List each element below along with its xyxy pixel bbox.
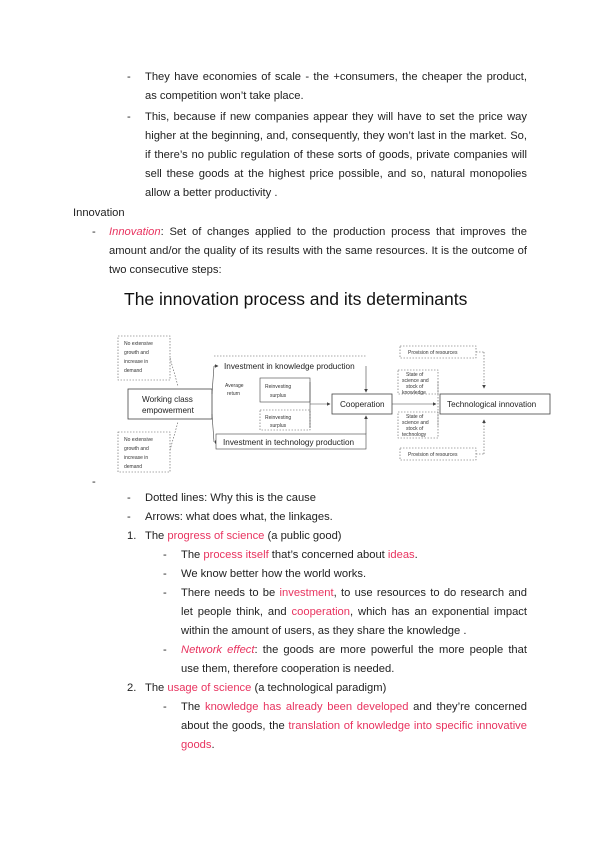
label-cooperation: Cooperation <box>340 400 385 409</box>
state-top-2: science and <box>402 378 429 384</box>
state-bottom-2: science and <box>402 420 429 426</box>
label-reinvesting-lower-2: surplus <box>270 423 287 429</box>
line-wc-bottom <box>212 414 214 442</box>
empty-list-dash: - <box>92 476 96 488</box>
note-bottom-left-line2: growth and <box>124 446 149 452</box>
label-knowledge-production: Investment in knowledge production <box>224 362 355 371</box>
label-provision-bottom: Provision of resources <box>408 452 458 458</box>
note-top-left-line1: No extensive <box>124 341 153 347</box>
bullet-arrows: Arrows: what does what, the linkages. <box>145 511 333 523</box>
note-top-left-line4: demand <box>124 368 143 374</box>
sub4c: : the goods are more powerful the more people that use them, therefore cooperation is needed. <box>181 644 527 675</box>
bullet-dash: - <box>163 587 167 599</box>
note-top-left-line3: increase in <box>124 359 149 365</box>
note-bottom-left-line1: No extensive <box>124 437 153 443</box>
line-wc-top <box>212 366 214 394</box>
section-heading-innovation: Innovation <box>73 207 125 219</box>
bullet-dash: - <box>127 511 131 523</box>
sub3e: , which has an exponential impact within the amount of users, as they share the knowledge . <box>181 606 527 637</box>
sub4b: Network effect <box>181 644 255 656</box>
sub5e: . <box>211 739 215 751</box>
working-class-line1: Working class <box>142 395 193 404</box>
sub-investment-cooperation <box>181 584 527 641</box>
bullet-dotted-lines: Dotted lines: Why this is the cause <box>145 492 316 504</box>
state-bottom-3: stock of <box>406 426 424 432</box>
item1-red: progress of science <box>167 530 265 542</box>
bullet-dash: - <box>127 492 131 504</box>
sub3d: cooperation <box>291 606 350 618</box>
item2-red: usage of science <box>167 682 252 694</box>
numbered-item-usage-of-science <box>145 679 386 698</box>
state-top-4: knowledge <box>402 390 426 396</box>
item2-pre: The <box>145 682 168 694</box>
bullet-dash: - <box>127 111 131 123</box>
item1-pre: The <box>145 530 168 542</box>
list-number-1: 1. <box>127 530 137 542</box>
sub5c: and they’re concerned about the goods, the <box>181 701 527 732</box>
label-provision-top: Provision of resources <box>408 350 458 356</box>
sub1e: . <box>414 549 418 561</box>
innovation-process-diagram <box>110 330 570 480</box>
bullet-dash: - <box>127 71 131 83</box>
link-note-top <box>170 358 178 386</box>
link-note-bottom <box>170 422 178 450</box>
label-technology-production: Investment in technology production <box>223 438 355 447</box>
state-bottom-1: State of <box>406 414 424 420</box>
list-number-2: 2. <box>127 682 137 694</box>
innovation-definition <box>109 223 527 280</box>
bullet-new-companies: This, because if new companies appear they will have to set the price way higher at the beginning, and, consequently, they won’t last in the market. So, if there’s no public regulation of these sorts of goods, private companies will sell these goods at the highest price possible, and so, natural monopolies allow a better productivity . <box>145 111 527 199</box>
bullet-dash: - <box>92 226 96 238</box>
working-class-line2: empowerment <box>142 406 194 415</box>
state-bottom-4: technology <box>402 432 427 438</box>
bullet-economies-of-scale: They have economies of scale - the +consumers, the cheaper the product, as competition won’t take place. <box>145 71 527 102</box>
label-reinvesting-upper-2: surplus <box>270 393 287 399</box>
note-bottom-left-line3: increase in <box>124 455 149 461</box>
sub-network-effect <box>181 641 527 679</box>
sub5d: translation of knowledge into specific innovative goods <box>181 720 527 751</box>
label-average-return-2: return <box>227 391 241 397</box>
sub-knowledge-developed <box>181 698 527 755</box>
bullet-dash: - <box>163 644 167 656</box>
sub-process-itself <box>181 546 527 565</box>
label-reinvesting-upper-1: Reinvesting <box>265 384 292 390</box>
bullet-dash: - <box>163 549 167 561</box>
item2-post: (a technological paradigm) <box>251 682 387 694</box>
sub1b: process itself <box>203 549 269 561</box>
sub3c: , to use resources to do research and let people think, and <box>181 587 527 618</box>
innovation-term: Innovation <box>109 226 161 238</box>
sub5a: The <box>181 701 205 713</box>
note-bottom-left-line4: demand <box>124 464 143 470</box>
item1-post: (a public good) <box>264 530 342 542</box>
bullet-dash: - <box>163 701 167 713</box>
figure-title: The innovation process and its determinants <box>124 289 468 309</box>
state-top-1: State of <box>406 372 424 378</box>
sub1c: that’s concerned about <box>268 549 388 561</box>
sub5b: knowledge has already been developed <box>204 701 409 713</box>
sub1d: ideas <box>387 549 415 561</box>
numbered-item-progress-of-science <box>145 527 342 546</box>
note-top-left-line2: growth and <box>124 350 149 356</box>
bullet-dash: - <box>163 568 167 580</box>
state-top-3: stock of <box>406 384 424 390</box>
sub3b: investment <box>279 587 334 599</box>
sub3a: There needs to be <box>181 587 280 599</box>
sub-know-better: We know better how the world works. <box>181 568 367 580</box>
label-reinvesting-lower-1: Reinvesting <box>265 415 292 421</box>
label-average-return-1: Average <box>225 383 244 389</box>
label-technological-innovation: Technological innovation <box>447 400 537 409</box>
sub1a: The <box>181 549 204 561</box>
innovation-definition-text: : Set of changes applied to the production process that improves the amount and/or the quality of its results with the same resources. It is the outcome of two consecutive steps: <box>109 226 527 276</box>
